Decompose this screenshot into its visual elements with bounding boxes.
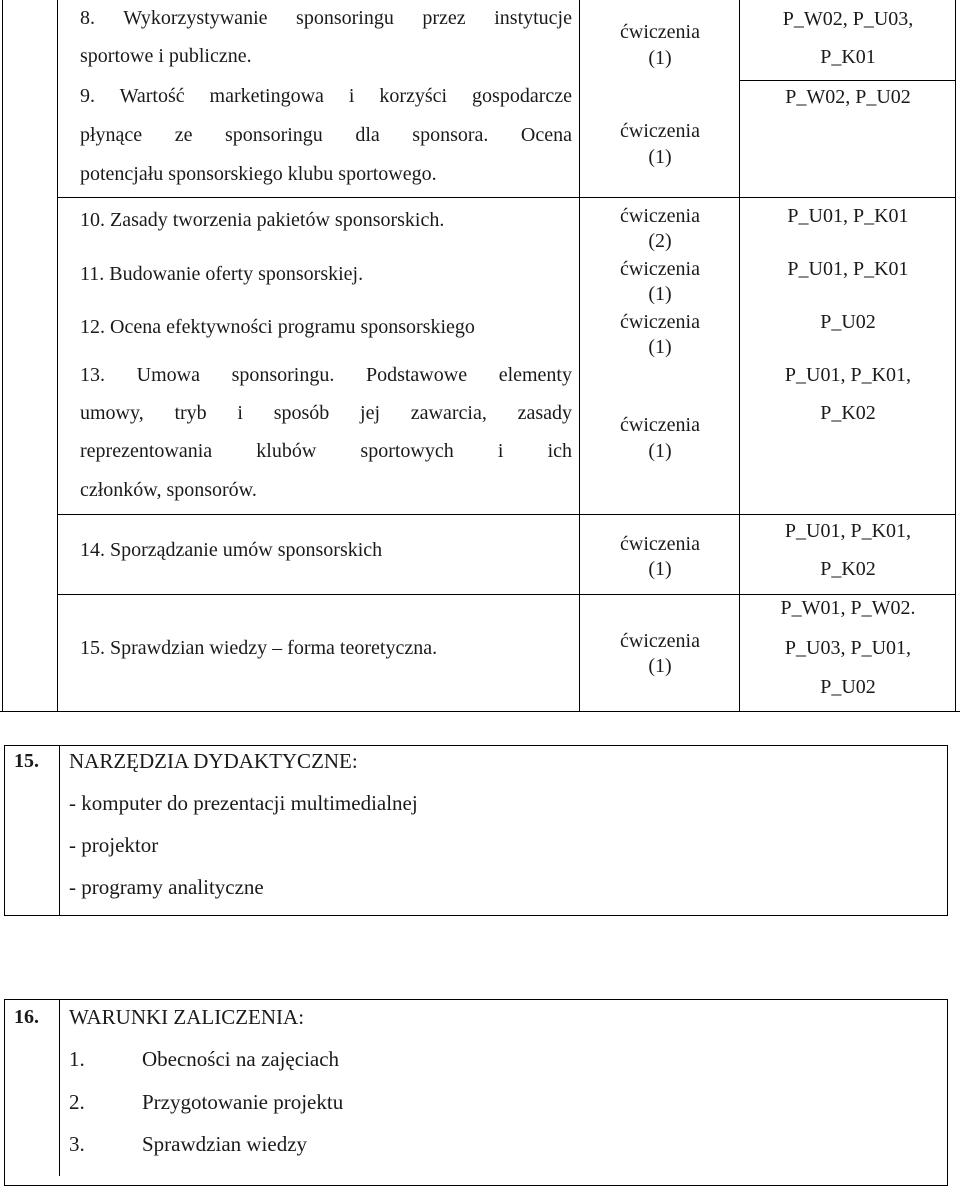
table-row-topic: 11. Budowanie oferty sponsorskiej. xyxy=(80,263,364,285)
table-row-effects: P_K02 xyxy=(820,558,876,580)
table-row-effects: P_U01, P_K01 xyxy=(787,205,909,227)
table-row-form: (2) xyxy=(648,230,672,252)
table-row-effects: P_W02, P_U03, xyxy=(782,8,914,30)
table-row-form: ćwiczenia xyxy=(620,258,700,280)
table-row-effects: P_U02 xyxy=(820,311,876,333)
table-row-topic: 13. Umowa sponsoringu. Podstawowe elementy xyxy=(80,364,572,386)
table-row-topic: członków, sponsorów. xyxy=(80,479,257,501)
table-row-topic: reprezentowania klubów sportowych i ich xyxy=(80,440,572,462)
table-row-effects: P_K01 xyxy=(820,46,876,68)
table-row-topic: płynące ze sponsoringu dla sponsora. Ocena xyxy=(80,124,572,146)
table-row-form: (1) xyxy=(648,558,672,580)
row-divider xyxy=(58,514,956,515)
table-border-bottom xyxy=(0,711,960,712)
table-row-effects: P_W01, P_W02. xyxy=(780,597,916,619)
table-row-form: (1) xyxy=(648,283,672,305)
table-row-form: ćwiczenia xyxy=(620,414,700,436)
table-row-form: (1) xyxy=(648,47,672,69)
table-row-topic: 15. Sprawdzian wiedzy – forma teoretyczna. xyxy=(80,637,438,659)
table-row-form: ćwiczenia xyxy=(620,311,700,333)
section-title: NARZĘDZIA DYDAKTYCZNE: xyxy=(69,749,358,773)
list-item: - programy analityczne xyxy=(69,875,264,899)
list-item-number: 3. xyxy=(69,1132,85,1156)
table-border-left xyxy=(57,0,58,712)
table-row-form: (1) xyxy=(648,146,672,168)
list-item: - projektor xyxy=(69,833,159,857)
table-row-topic: 9. Wartość marketingowa i korzyści gospodarcze xyxy=(80,85,572,107)
list-item-number: 2. xyxy=(69,1090,85,1114)
table-row-topic: 8. Wykorzystywanie sponsoringu przez instytucje xyxy=(80,7,572,29)
table-row-topic: umowy, tryb i sposób jej zawarcia, zasady xyxy=(80,402,572,424)
table-row-effects: P_U01, P_K01, xyxy=(784,520,912,542)
table-row-form: ćwiczenia xyxy=(620,205,700,227)
table-row-effects: P_U01, P_K01, xyxy=(784,364,912,386)
row-divider xyxy=(58,594,956,595)
table-row-effects: P_U01, P_K01 xyxy=(787,258,909,280)
table-row-effects: P_U02 xyxy=(820,676,876,698)
table-row-form: (1) xyxy=(648,336,672,358)
row-divider-effects xyxy=(740,80,955,81)
table-row-form: ćwiczenia xyxy=(620,120,700,142)
table-row-topic: 12. Ocena efektywności programu sponsorskiego xyxy=(80,316,475,338)
section-number-divider xyxy=(59,1000,60,1176)
table-row-effects: P_U03, P_U01, xyxy=(784,637,912,659)
section-number: 15. xyxy=(14,750,39,772)
table-row-form: (1) xyxy=(648,655,672,677)
table-row-effects: P_W02, P_U02 xyxy=(785,86,911,108)
table-row-topic: sportowe i publiczne. xyxy=(80,45,252,67)
list-item: Obecności na zajęciach xyxy=(142,1047,340,1071)
list-item: - komputer do prezentacji multimedialnej xyxy=(69,791,418,815)
section-number-divider xyxy=(59,746,60,915)
table-row-topic: 14. Sporządzanie umów sponsorskich xyxy=(80,539,383,561)
table-row-form: ćwiczenia xyxy=(620,533,700,555)
table-border-outer xyxy=(2,0,3,712)
table-row-topic: potencjału sponsorskiego klubu sportowego. xyxy=(80,163,437,185)
table-row-form: (1) xyxy=(648,440,672,462)
table-row-topic: 10. Zasady tworzenia pakietów sponsorskich. xyxy=(80,209,445,231)
section-title: WARUNKI ZALICZENIA: xyxy=(69,1005,305,1029)
list-item: Przygotowanie projektu xyxy=(142,1090,344,1114)
section-number: 16. xyxy=(14,1006,39,1028)
row-divider xyxy=(58,197,956,198)
list-item-number: 1. xyxy=(69,1047,85,1071)
list-item: Sprawdzian wiedzy xyxy=(142,1132,308,1156)
table-row-effects: P_K02 xyxy=(820,402,876,424)
table-row-form: ćwiczenia xyxy=(620,630,700,652)
table-row-form: ćwiczenia xyxy=(620,21,700,43)
